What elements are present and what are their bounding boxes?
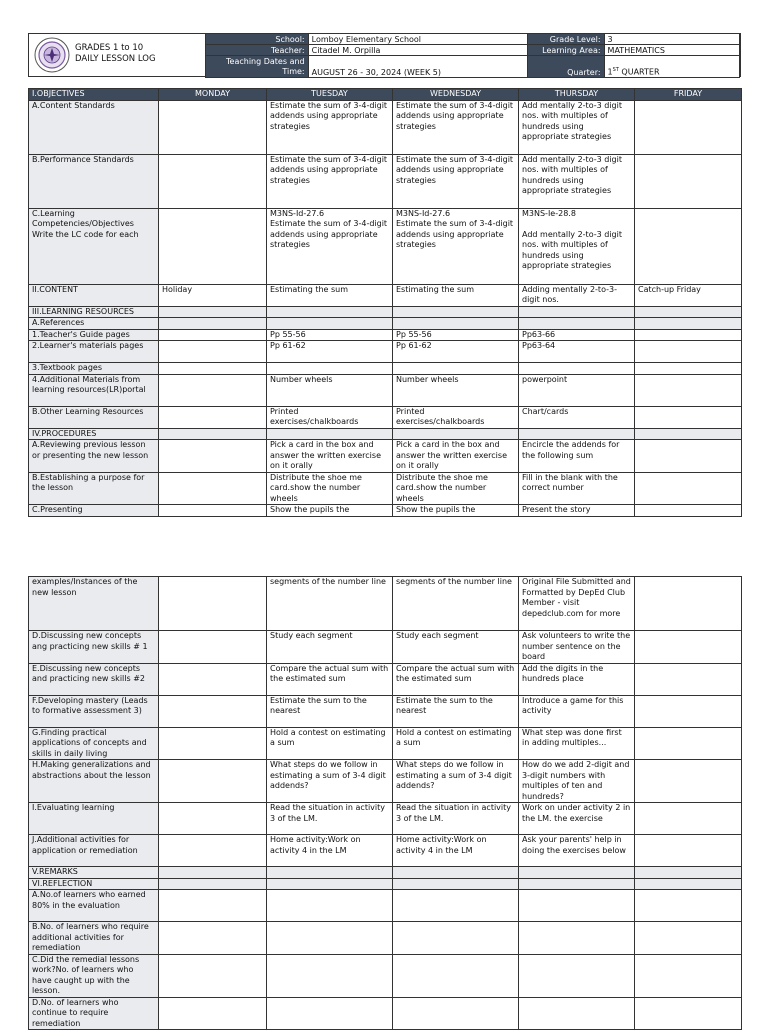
- cell-monday: [159, 922, 267, 955]
- quarter-label: Quarter:: [527, 56, 604, 78]
- page-2: [0, 560, 768, 1028]
- row-label: E.Discussing new concepts and practicing new skills #2: [29, 663, 159, 695]
- cell-wednesday: Compare the actual sum with the estimated sum: [393, 663, 519, 695]
- form-title: [75, 43, 156, 65]
- form-title-line1: GRADES 1 to 10: [75, 43, 144, 53]
- cell-monday: [159, 363, 267, 375]
- cell-tuesday: Hold a contest on estimating a sum: [267, 727, 393, 760]
- cell-tuesday: Home activity:Work on activity 4 in the LM: [267, 835, 393, 867]
- grade-level-label: Grade Level:: [527, 34, 604, 45]
- teaching-dates-label-line2: Time:: [282, 66, 305, 76]
- row-label: B.Other Learning Resources: [29, 406, 159, 428]
- table-row: [29, 803, 742, 835]
- cell-wednesday: [393, 867, 519, 879]
- cell-friday: [635, 406, 742, 428]
- lesson-log-table-page1: [28, 88, 742, 517]
- cell-thursday: Add mentally 2-to-3 digit nos. with multiples of hundreds using appropriate strategies: [519, 100, 635, 154]
- column-header-wednesday: WEDNESDAY: [393, 89, 519, 101]
- cell-monday: [159, 954, 267, 997]
- row-label: A.Content Standards: [29, 100, 159, 154]
- cell-friday: [635, 154, 742, 208]
- cell-friday: [635, 954, 742, 997]
- table-row: [29, 472, 742, 505]
- cell-wednesday: Show the pupils the: [393, 505, 519, 517]
- row-label: I.Evaluating learning: [29, 803, 159, 835]
- cell-tuesday: Estimate the sum of 3-4-digit addends using appropriate strategies: [267, 100, 393, 154]
- table-row: [29, 154, 742, 208]
- cell-tuesday: [267, 428, 393, 440]
- cell-friday: [635, 472, 742, 505]
- cell-thursday: Encircle the addends for the following sum: [519, 440, 635, 473]
- cell-tuesday: Compare the actual sum with the estimated sum: [267, 663, 393, 695]
- cell-wednesday: Pp 55-56: [393, 329, 519, 341]
- cell-tuesday: [267, 922, 393, 955]
- table-row: [29, 878, 742, 890]
- table-row: [29, 835, 742, 867]
- cell-thursday: Present the story: [519, 505, 635, 517]
- row-label: examples/Instances of the new lesson: [29, 577, 159, 631]
- cell-friday: [635, 374, 742, 406]
- cell-monday: [159, 406, 267, 428]
- school-label: School:: [206, 34, 309, 45]
- cell-tuesday: Number wheels: [267, 374, 393, 406]
- cell-wednesday: [393, 954, 519, 997]
- cell-wednesday: Distribute the shoe me card.show the number wheels: [393, 472, 519, 505]
- cell-wednesday: [393, 428, 519, 440]
- row-label: VI.REFLECTION: [29, 878, 159, 890]
- cell-friday: [635, 428, 742, 440]
- cell-thursday: Original File Submitted and Formatted by DepEd Club Member - visit depedclub.com for more: [519, 577, 635, 631]
- header-info-table: [205, 33, 740, 78]
- cell-monday: [159, 329, 267, 341]
- table-row: [29, 329, 742, 341]
- cell-friday: [635, 577, 742, 631]
- table-row: [29, 374, 742, 406]
- cell-thursday: powerpoint: [519, 374, 635, 406]
- table-row: [29, 727, 742, 760]
- cell-wednesday: Study each segment: [393, 631, 519, 664]
- cell-thursday: [519, 890, 635, 922]
- cell-friday: [635, 318, 742, 330]
- row-label: B.No. of learners who require additional activities for remediation: [29, 922, 159, 955]
- cell-thursday: [519, 954, 635, 997]
- cell-tuesday: [267, 867, 393, 879]
- cell-friday: [635, 100, 742, 154]
- cell-tuesday: M3NS-Id-27.6 Estimate the sum of 3-4-digit addends using appropriate strategies: [267, 208, 393, 284]
- table-row: [29, 440, 742, 473]
- row-label: B.Performance Standards: [29, 154, 159, 208]
- teacher-value: Citadel M. Orpilla: [308, 45, 527, 56]
- cell-wednesday: Estimate the sum to the nearest: [393, 695, 519, 727]
- cell-monday: [159, 100, 267, 154]
- cell-wednesday: Estimating the sum: [393, 284, 519, 306]
- table-row: [29, 363, 742, 375]
- row-label: A.References: [29, 318, 159, 330]
- cell-tuesday: [267, 997, 393, 1030]
- cell-monday: [159, 341, 267, 363]
- cell-friday: [635, 663, 742, 695]
- cell-thursday: [519, 306, 635, 318]
- row-label: 2.Learner's materials pages: [29, 341, 159, 363]
- row-label: D.No. of learners who continue to require remediation: [29, 997, 159, 1030]
- cell-tuesday: [267, 306, 393, 318]
- cell-monday: [159, 695, 267, 727]
- row-label: III.LEARNING RESOURCES: [29, 306, 159, 318]
- table-row: [29, 997, 742, 1030]
- table-row: [29, 306, 742, 318]
- cell-wednesday: Number wheels: [393, 374, 519, 406]
- table-row: [29, 284, 742, 306]
- cell-thursday: [519, 878, 635, 890]
- row-label: D.Discussing new concepts ang practicing new skills # 1: [29, 631, 159, 664]
- cell-monday: [159, 472, 267, 505]
- learning-area-label: Learning Area:: [527, 45, 604, 56]
- table-row: [29, 406, 742, 428]
- table-row: [29, 428, 742, 440]
- row-label: IV.PROCEDURES: [29, 428, 159, 440]
- teaching-dates-label-line1: Teaching Dates and: [226, 56, 305, 66]
- cell-monday: [159, 208, 267, 284]
- row-label: 3.Textbook pages: [29, 363, 159, 375]
- table-row: [29, 760, 742, 803]
- cell-friday: [635, 631, 742, 664]
- row-label: F.Developing mastery (Leads to formative assessment 3): [29, 695, 159, 727]
- grade-level-value: 3: [604, 34, 739, 45]
- row-label: II.CONTENT: [29, 284, 159, 306]
- row-label: G.Finding practical applications of concepts and skills in daily living: [29, 727, 159, 760]
- table-row: [29, 663, 742, 695]
- table-row: [29, 208, 742, 284]
- cell-wednesday: [393, 997, 519, 1030]
- row-label: V.REMARKS: [29, 867, 159, 879]
- cell-wednesday: What steps do we follow in estimating a sum of 3-4 digit addends?: [393, 760, 519, 803]
- cell-friday: [635, 890, 742, 922]
- quarter-number: 1: [607, 68, 613, 77]
- cell-friday: [635, 306, 742, 318]
- row-label: J.Additional activities for application or remediation: [29, 835, 159, 867]
- cell-tuesday: Pp 55-56: [267, 329, 393, 341]
- cell-wednesday: segments of the number line: [393, 577, 519, 631]
- cell-thursday: [519, 428, 635, 440]
- cell-thursday: [519, 867, 635, 879]
- cell-thursday: Ask your parents' help in doing the exercises below: [519, 835, 635, 867]
- cell-thursday: Chart/cards: [519, 406, 635, 428]
- cell-thursday: Add mentally 2-to-3 digit nos. with multiples of hundreds using appropriate strategies: [519, 154, 635, 208]
- cell-monday: [159, 727, 267, 760]
- table-row: [29, 318, 742, 330]
- quarter-word: QUARTER: [618, 68, 660, 77]
- cell-friday: [635, 760, 742, 803]
- cell-friday: [635, 363, 742, 375]
- column-header-objectives: I.OBJECTIVES: [29, 89, 159, 101]
- row-label: A.Reviewing previous lesson or presenting the new lesson: [29, 440, 159, 473]
- cell-tuesday: Pp 61-62: [267, 341, 393, 363]
- cell-friday: [635, 329, 742, 341]
- school-value: Lomboy Elementary School: [308, 34, 527, 45]
- cell-thursday: Ask volunteers to write the number sentence on the board: [519, 631, 635, 664]
- cell-tuesday: [267, 890, 393, 922]
- cell-wednesday: Home activity:Work on activity 4 in the LM: [393, 835, 519, 867]
- cell-thursday: Pp63-66: [519, 329, 635, 341]
- cell-thursday: Introduce a game for this activity: [519, 695, 635, 727]
- cell-friday: [635, 878, 742, 890]
- cell-tuesday: Pick a card in the box and answer the written exercise on it orally: [267, 440, 393, 473]
- cell-wednesday: [393, 318, 519, 330]
- cell-monday: [159, 878, 267, 890]
- cell-friday: [635, 505, 742, 517]
- cell-thursday: Work on under activity 2 in the LM. the exercise: [519, 803, 635, 835]
- table-row: [29, 577, 742, 631]
- cell-tuesday: Show the pupils the: [267, 505, 393, 517]
- cell-monday: [159, 577, 267, 631]
- cell-wednesday: M3NS-Id-27.6 Estimate the sum of 3-4-digit addends using appropriate strategies: [393, 208, 519, 284]
- column-header-row: [29, 89, 742, 101]
- cell-friday: [635, 440, 742, 473]
- quarter-ordinal: ST: [612, 67, 619, 74]
- cell-tuesday: Estimate the sum of 3-4-digit addends using appropriate strategies: [267, 154, 393, 208]
- cell-wednesday: [393, 878, 519, 890]
- table-row: [29, 922, 742, 955]
- cell-monday: [159, 663, 267, 695]
- cell-wednesday: Read the situation in activity 3 of the LM.: [393, 803, 519, 835]
- cell-thursday: [519, 318, 635, 330]
- cell-tuesday: Estimating the sum: [267, 284, 393, 306]
- cell-tuesday: Distribute the shoe me card.show the number wheels: [267, 472, 393, 505]
- row-label: H.Making generalizations and abstractions about the lesson: [29, 760, 159, 803]
- cell-wednesday: Estimate the sum of 3-4-digit addends using appropriate strategies: [393, 154, 519, 208]
- cell-thursday: M3NS-Ie-28.8 Add mentally 2-to-3 digit nos. with multiples of hundreds using appropriate strategies: [519, 208, 635, 284]
- cell-monday: [159, 428, 267, 440]
- cell-monday: Holiday: [159, 284, 267, 306]
- cell-tuesday: Estimate the sum to the nearest: [267, 695, 393, 727]
- cell-monday: [159, 760, 267, 803]
- cell-monday: [159, 835, 267, 867]
- learning-area-value: MATHEMATICS: [604, 45, 739, 56]
- table-row: [29, 341, 742, 363]
- cell-monday: [159, 867, 267, 879]
- cell-thursday: How do we add 2-digit and 3-digit numbers with multiples of ten and hundreds?: [519, 760, 635, 803]
- row-label: A.No.of learners who earned 80% in the evaluation: [29, 890, 159, 922]
- cell-monday: [159, 374, 267, 406]
- cell-friday: Catch-up Friday: [635, 284, 742, 306]
- cell-tuesday: Study each segment: [267, 631, 393, 664]
- cell-monday: [159, 505, 267, 517]
- cell-wednesday: [393, 363, 519, 375]
- cell-thursday: Pp63-64: [519, 341, 635, 363]
- column-header-tuesday: TUESDAY: [267, 89, 393, 101]
- table-row: [29, 100, 742, 154]
- cell-friday: [635, 695, 742, 727]
- table-row: [29, 954, 742, 997]
- cell-wednesday: [393, 306, 519, 318]
- cell-wednesday: Hold a contest on estimating a sum: [393, 727, 519, 760]
- table-row: [29, 505, 742, 517]
- row-label: 1.Teacher's Guide pages: [29, 329, 159, 341]
- teaching-dates-value: AUGUST 26 - 30, 2024 (WEEK 5): [308, 56, 527, 78]
- row-label: C.Did the remedial lessons work?No. of learners who have caught up with the lesson.: [29, 954, 159, 997]
- cell-thursday: Adding mentally 2-to-3-digit nos.: [519, 284, 635, 306]
- deped-seal-icon: [34, 37, 70, 73]
- cell-friday: [635, 341, 742, 363]
- cell-wednesday: Pp 61-62: [393, 341, 519, 363]
- cell-thursday: Add the digits in the hundreds place: [519, 663, 635, 695]
- cell-friday: [635, 727, 742, 760]
- cell-wednesday: Estimate the sum of 3-4-digit addends using appropriate strategies: [393, 100, 519, 154]
- cell-friday: [635, 835, 742, 867]
- cell-thursday: Fill in the blank with the correct number: [519, 472, 635, 505]
- cell-tuesday: [267, 318, 393, 330]
- cell-tuesday: Read the situation in activity 3 of the LM.: [267, 803, 393, 835]
- cell-wednesday: [393, 890, 519, 922]
- row-label: 4.Additional Materials from learning resources(LR)portal: [29, 374, 159, 406]
- row-label: C.Learning Competencies/Objectives Write the LC code for each: [29, 208, 159, 284]
- cell-monday: [159, 318, 267, 330]
- cell-thursday: [519, 997, 635, 1030]
- teaching-dates-label: [206, 56, 309, 78]
- cell-tuesday: [267, 878, 393, 890]
- teacher-label: Teacher:: [206, 45, 309, 56]
- cell-wednesday: Pick a card in the box and answer the written exercise on it orally: [393, 440, 519, 473]
- cell-friday: [635, 997, 742, 1030]
- column-header-friday: FRIDAY: [635, 89, 742, 101]
- cell-thursday: What step was done first in adding multiples...: [519, 727, 635, 760]
- quarter-value: [604, 56, 739, 78]
- cell-monday: [159, 631, 267, 664]
- cell-thursday: [519, 363, 635, 375]
- cell-tuesday: segments of the number line: [267, 577, 393, 631]
- cell-tuesday: Printed exercises/chalkboards: [267, 406, 393, 428]
- table-row: [29, 867, 742, 879]
- dll-header: [28, 33, 741, 77]
- table-row: [29, 631, 742, 664]
- row-label: B.Establishing a purpose for the lesson: [29, 472, 159, 505]
- cell-monday: [159, 440, 267, 473]
- table-row: [29, 695, 742, 727]
- cell-tuesday: [267, 954, 393, 997]
- cell-tuesday: What steps do we follow in estimating a sum of 3-4 digit addends?: [267, 760, 393, 803]
- cell-monday: [159, 997, 267, 1030]
- cell-tuesday: [267, 363, 393, 375]
- cell-monday: [159, 306, 267, 318]
- cell-wednesday: Printed exercises/chalkboards: [393, 406, 519, 428]
- table-row: [29, 890, 742, 922]
- cell-friday: [635, 922, 742, 955]
- cell-friday: [635, 803, 742, 835]
- cell-friday: [635, 208, 742, 284]
- cell-monday: [159, 803, 267, 835]
- cell-monday: [159, 890, 267, 922]
- cell-wednesday: [393, 922, 519, 955]
- cell-friday: [635, 867, 742, 879]
- row-label: C.Presenting: [29, 505, 159, 517]
- cell-monday: [159, 154, 267, 208]
- cell-thursday: [519, 922, 635, 955]
- form-title-line2: DAILY LESSON LOG: [75, 54, 156, 64]
- lesson-log-table-page2: [28, 576, 742, 1030]
- column-header-thursday: THURSDAY: [519, 89, 635, 101]
- column-header-monday: MONDAY: [159, 89, 267, 101]
